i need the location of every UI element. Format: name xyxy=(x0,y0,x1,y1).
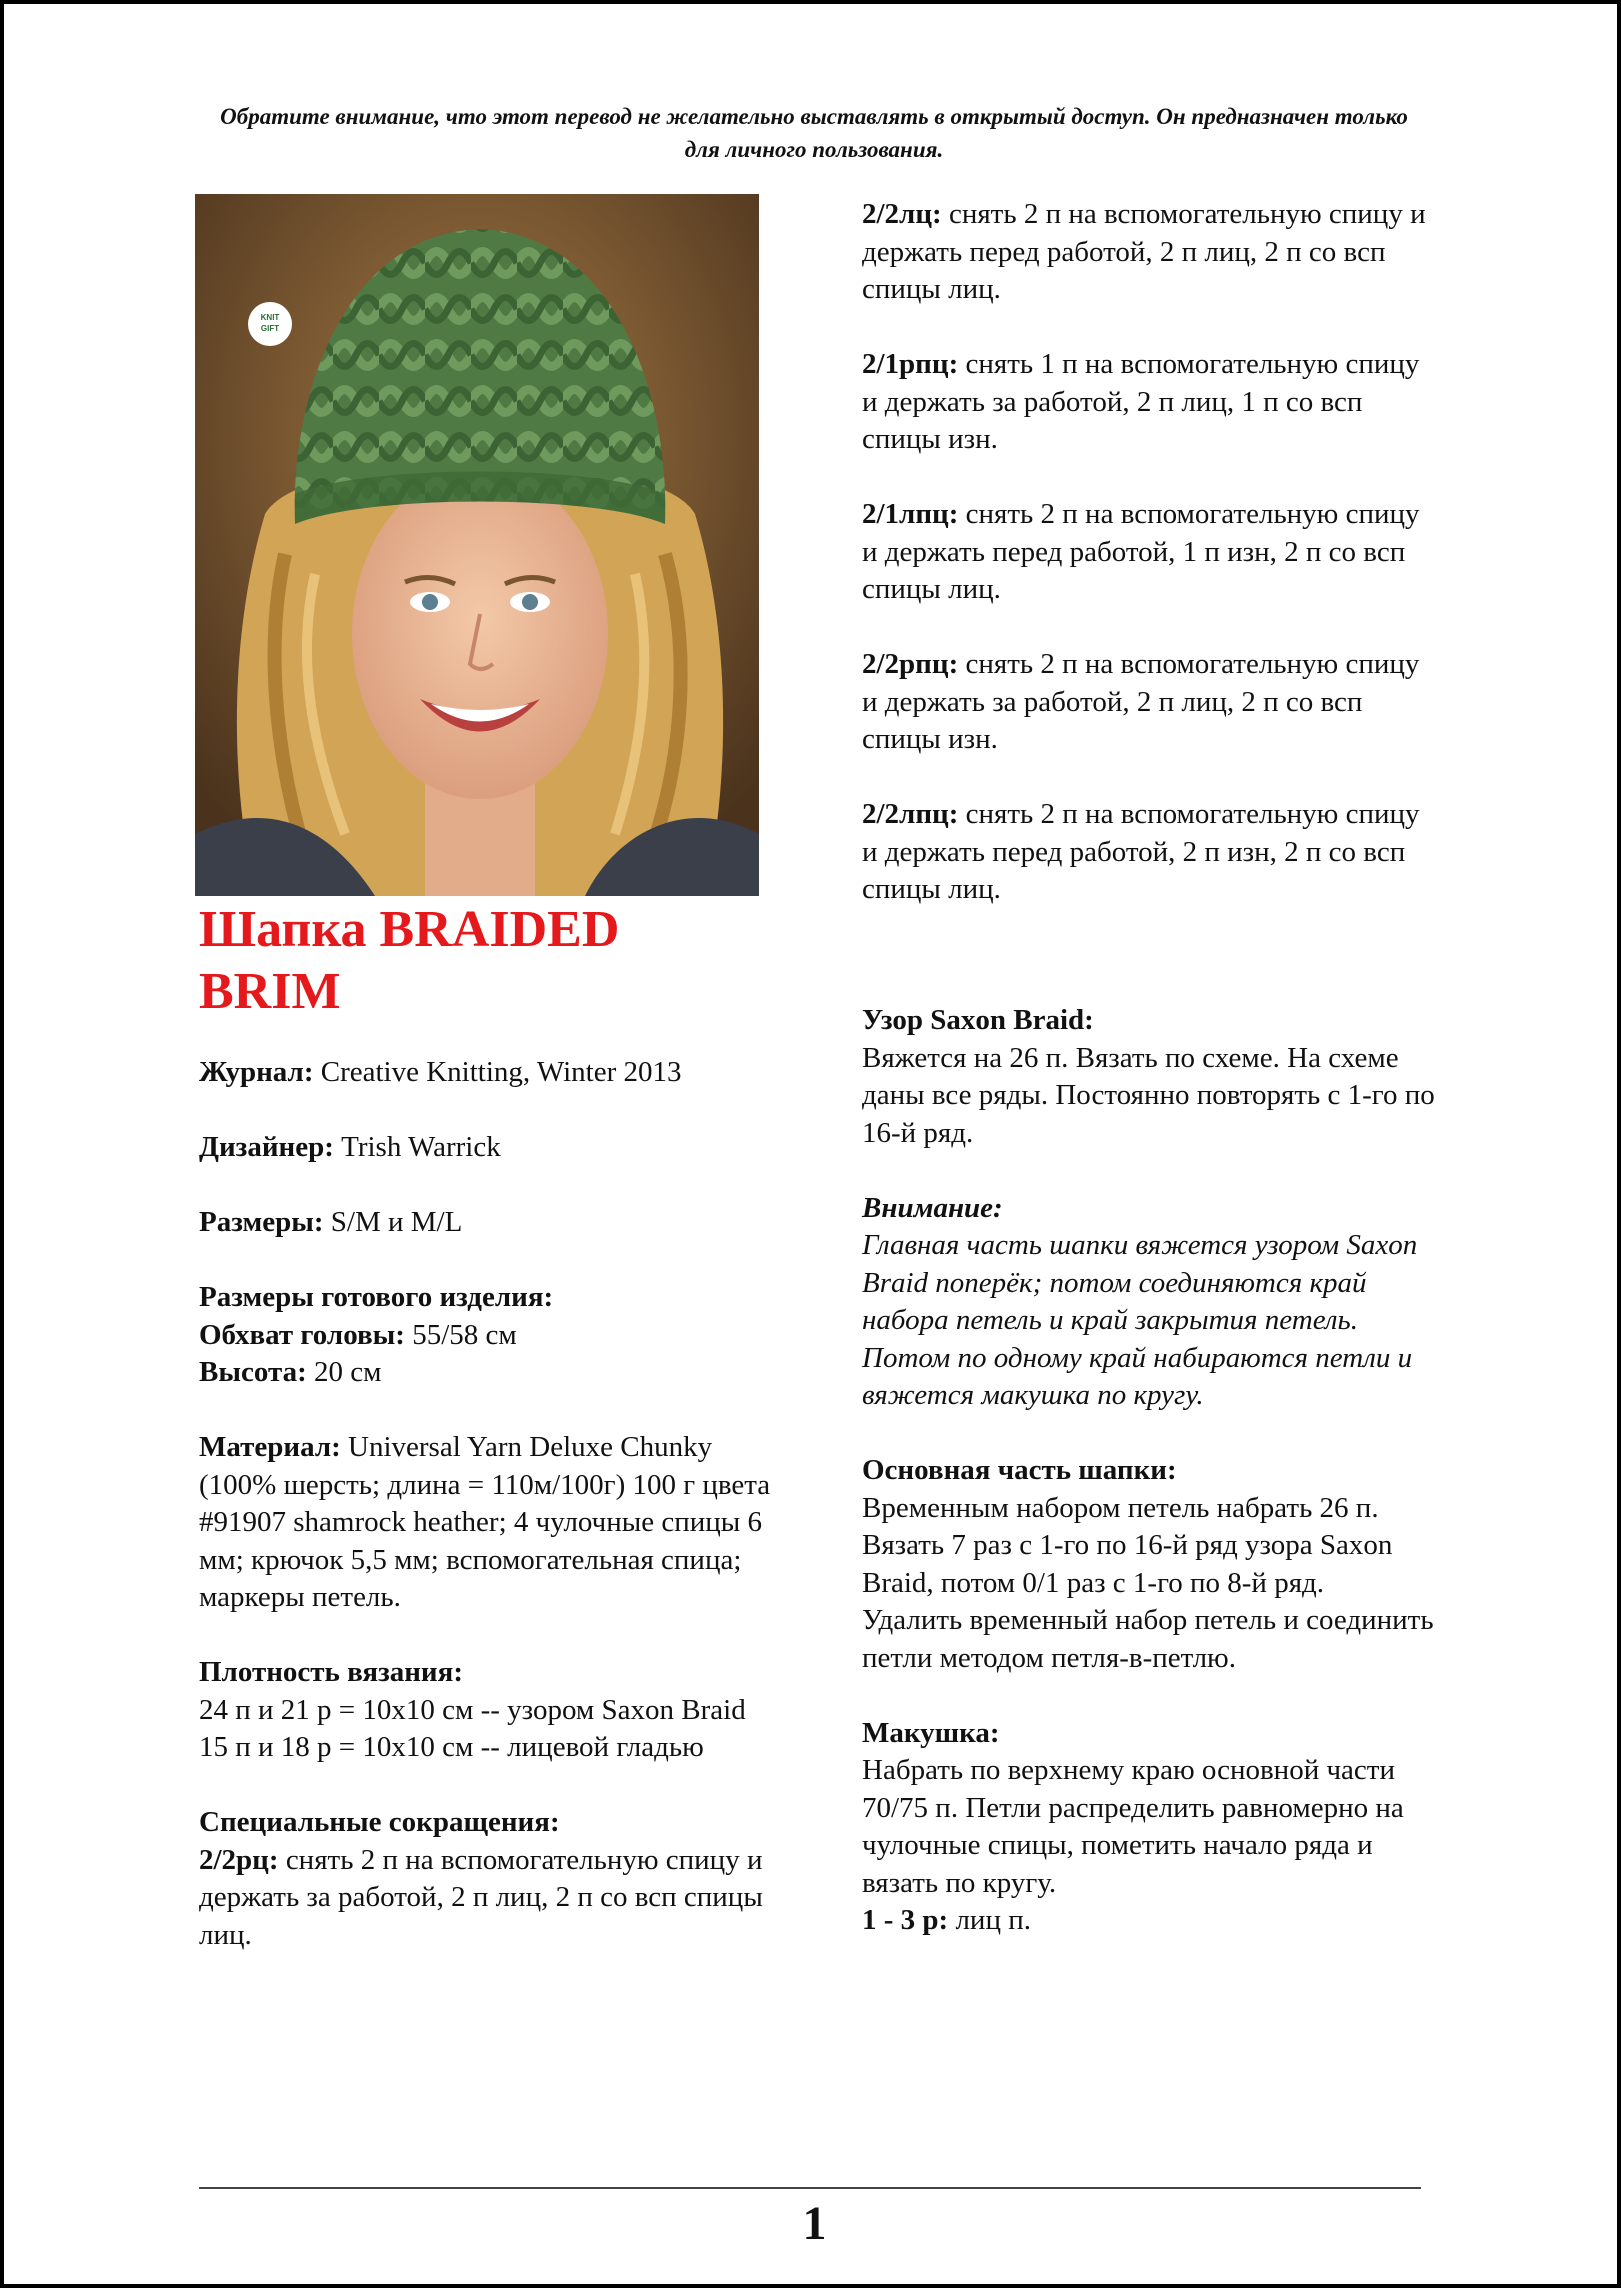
abbreviation-2-2rpc: 2/2рпц: снять 2 п на вспомогательную спицу и держать за работой, 2 п лиц, 2 п со всп спицы изн. xyxy=(862,648,1420,755)
crown-instructions: Макушка: Набрать по верхнему краю основной части 70/75 п. Петли распределить равномерно на чулочные спицы, пометить начало ряда и вязать по кругу. 1 - 3 р: лиц п. xyxy=(862,1716,1404,1936)
abbreviation-2-2lc: 2/2лц: снять 2 п на вспомогательную спицу и держать перед работой, 2 п лиц, 2 п со всп спицы лиц. xyxy=(862,198,1426,305)
gauge: Плотность вязания: 24 п и 21 р = 10х10 см -- узором Saxon Braid 15 п и 18 р = 10х10 см -- лицевой гладью xyxy=(199,1656,746,1763)
saxon-braid-pattern: Узор Saxon Braid: Вяжется на 26 п. Вязать по схеме. На схеме даны все ряды. Постоянно повторять с 1-го по 16-й ряд. xyxy=(862,1004,1435,1149)
abbreviation-2-1lpc: 2/1лпц: снять 2 п на вспомогательную спицу и держать перед работой, 1 п изн, 2 п со всп спицы лиц. xyxy=(862,498,1420,605)
abbreviation-2-1rpc: 2/1рпц: снять 1 п на вспомогательную спицу и держать за работой, 2 п лиц, 1 п со всп спицы изн. xyxy=(862,348,1420,455)
right-column xyxy=(862,196,1437,1977)
attention-note: Внимание: Главная часть шапки вяжется узором Saxon Braid поперёк; потом соединяются край набора петель и край закрытия петель. Потом по одному край набираются петли и вяжется макушка по кругу. xyxy=(862,1191,1418,1411)
pattern-title: Шапка BRAIDED BRIM xyxy=(199,901,620,1020)
privacy-notice: Обратите внимание, что этот перевод не желательно выставлять в открытый доступ. Он предназначен только для личного пользования. xyxy=(220,104,1408,162)
page-number: 1 xyxy=(802,2197,827,2250)
journal-line: Журнал: Creative Knitting, Winter 2013 xyxy=(199,1056,682,1088)
product-photo xyxy=(195,194,759,896)
main-part-instructions: Основная часть шапки: Временным набором петель набрать 26 п. Вязать 7 раз с 1-го по 16-й ряд узора Saxon Braid, потом 0/1 раз с 1-го по 8-й ряд. Удалить временный набор петель и соединить петли методом петля-в-петлю. xyxy=(862,1454,1434,1674)
designer-line: Дизайнер: Trish Warrick xyxy=(199,1131,501,1163)
quick-knit-gift-badge: KNIT xyxy=(260,313,280,322)
abbreviation-2-2lpc: 2/2лпц: снять 2 п на вспомогательную спицу и держать перед работой, 2 п изн, 2 п со всп спицы лиц. xyxy=(862,798,1420,905)
materials: Материал: Universal Yarn Deluxe Chunky (100% шерсть; длина = 110м/100г) 100 г цвета #91907 shamrock heather; 4 чулочные спицы 6 мм; крючок 5,5 мм; вспомогательная спица; маркеры петель. xyxy=(199,1431,771,1613)
footer-divider xyxy=(199,2187,1421,2189)
sizes-line: Размеры: S/M и M/L xyxy=(199,1206,463,1238)
special-abbreviations: Специальные сокращения: 2/2рц: снять 2 п на вспомогательную спицу и держать за работой, 2 п лиц, 2 п со всп спицы лиц. xyxy=(199,1806,763,1951)
spacer xyxy=(862,946,1437,1002)
left-column xyxy=(199,1054,779,1992)
finished-measurements: Размеры готового изделия: Обхват головы: 55/58 см Высота: 20 см xyxy=(199,1281,554,1388)
woman-in-green-hat-image xyxy=(195,194,759,896)
svg-text:GIFT: GIFT xyxy=(260,324,280,333)
